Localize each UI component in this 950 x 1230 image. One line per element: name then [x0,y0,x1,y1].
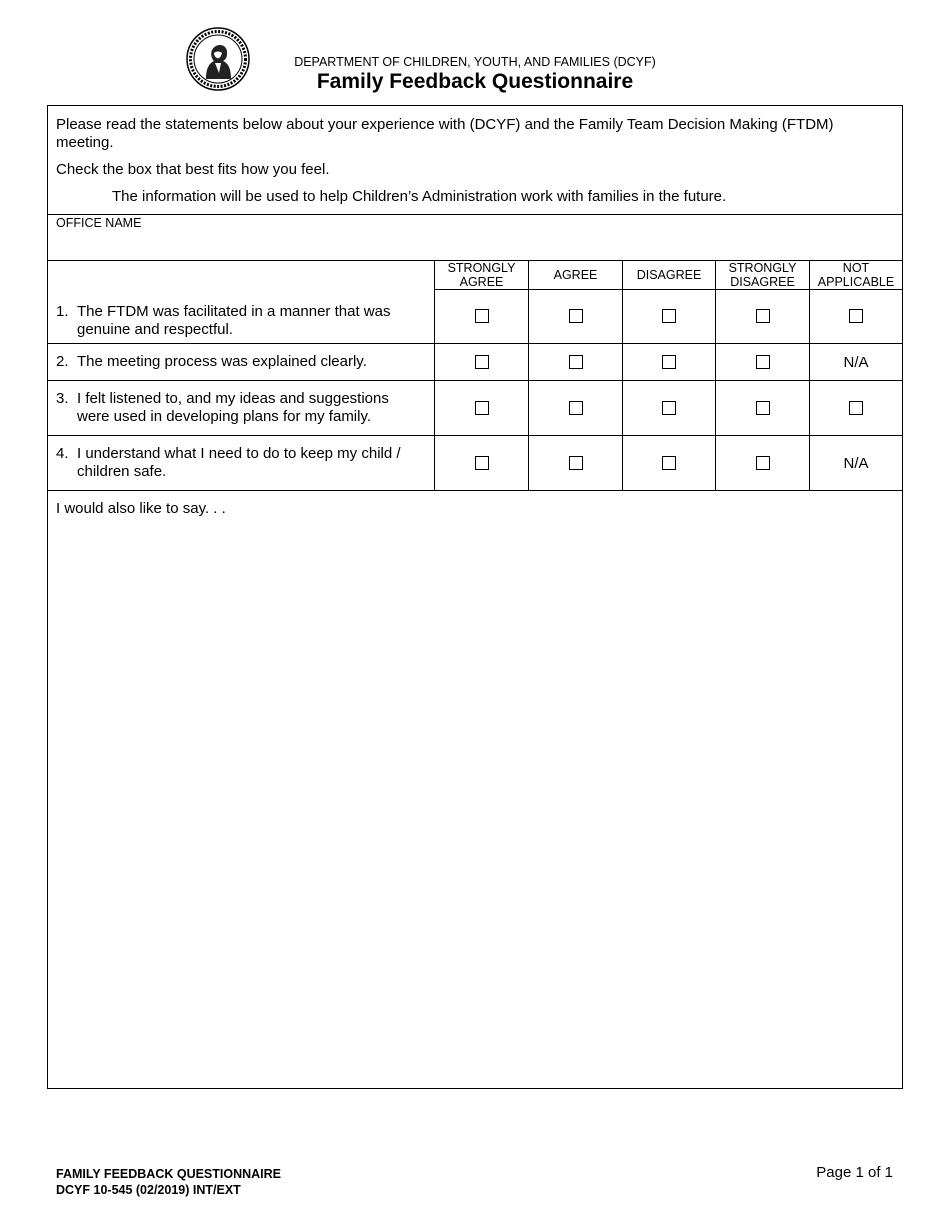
page-number: Page 1 of 1 [816,1164,893,1181]
checkbox-q3-strongly-agree[interactable] [475,401,489,415]
question-number: 1. [56,303,69,320]
checkbox-q1-not-applicable[interactable] [849,309,863,323]
footer-form-name: FAMILY FEEDBACK QUESTIONNAIRE [56,1167,282,1181]
form-frame [47,105,903,1089]
question-row-1 [48,289,902,344]
question-row-3 [48,381,902,436]
checkbox-q1-agree[interactable] [569,309,583,323]
not-applicable-text: N/A [843,353,869,371]
checkbox-q3-not-applicable[interactable] [849,401,863,415]
rating-table [48,260,902,490]
checkbox-q3-strongly-disagree[interactable] [756,401,770,415]
footer-form-info [56,1166,281,1198]
checkbox-q2-strongly-disagree[interactable] [756,355,770,369]
question-row-4 [48,436,902,491]
not-applicable-text: N/A [843,454,869,472]
checkbox-q4-disagree[interactable] [662,456,676,470]
instructions-line-2: Check the box that best fits how you feel. [56,161,330,178]
question-text: The FTDM was facilitated in a manner that was genuine and respectful. [77,303,391,338]
instructions-line-1: Please read the statements below about your experience with (DCYF) and the Family Team Decision Making (FTDM) meeting. [56,116,834,151]
checkbox-q3-disagree[interactable] [662,401,676,415]
column-header-not-applicable: NOT APPLICABLE [809,260,902,289]
column-header-disagree: DISAGREE [622,260,715,289]
checkbox-q4-agree[interactable] [569,456,583,470]
checkbox-q1-strongly-agree[interactable] [475,309,489,323]
office-name-field[interactable] [48,214,902,261]
checkbox-q4-strongly-agree[interactable] [475,456,489,470]
comments-label: I would also like to say. . . [56,500,226,517]
question-text: The meeting process was explained clearly. [77,353,367,370]
form-title: Family Feedback Questionnaire [316,70,634,93]
instructions-section [48,106,902,215]
checkbox-q1-disagree[interactable] [662,309,676,323]
checkbox-q4-strongly-disagree[interactable] [756,456,770,470]
question-text: I understand what I need to do to keep my child / children safe. [77,445,401,480]
question-text: I felt listened to, and my ideas and suggestions were used in developing plans for my family. [77,390,389,425]
column-header-agree: AGREE [528,260,622,289]
column-header-strongly-disagree: STRONGLY DISAGREE [715,260,809,289]
instructions-line-3: The information will be used to help Children’s Administration work with families in the future. [112,188,727,205]
checkbox-q1-strongly-disagree[interactable] [756,309,770,323]
checkbox-q3-agree[interactable] [569,401,583,415]
checkbox-q2-strongly-agree[interactable] [475,355,489,369]
column-header-strongly-agree: STRONGLY AGREE [434,260,528,289]
comments-field[interactable] [48,490,902,1088]
question-number: 2. [56,353,69,370]
question-number: 4. [56,445,69,462]
checkbox-q2-agree[interactable] [569,355,583,369]
question-number: 3. [56,390,69,407]
question-row-2 [48,344,902,381]
checkbox-q2-disagree[interactable] [662,355,676,369]
department-name: DEPARTMENT OF CHILDREN, YOUTH, AND FAMILIES (DCYF) [294,55,656,69]
footer-form-number: DCYF 10-545 (02/2019) INT/EXT [56,1183,241,1197]
office-name-label: OFFICE NAME [56,216,142,230]
